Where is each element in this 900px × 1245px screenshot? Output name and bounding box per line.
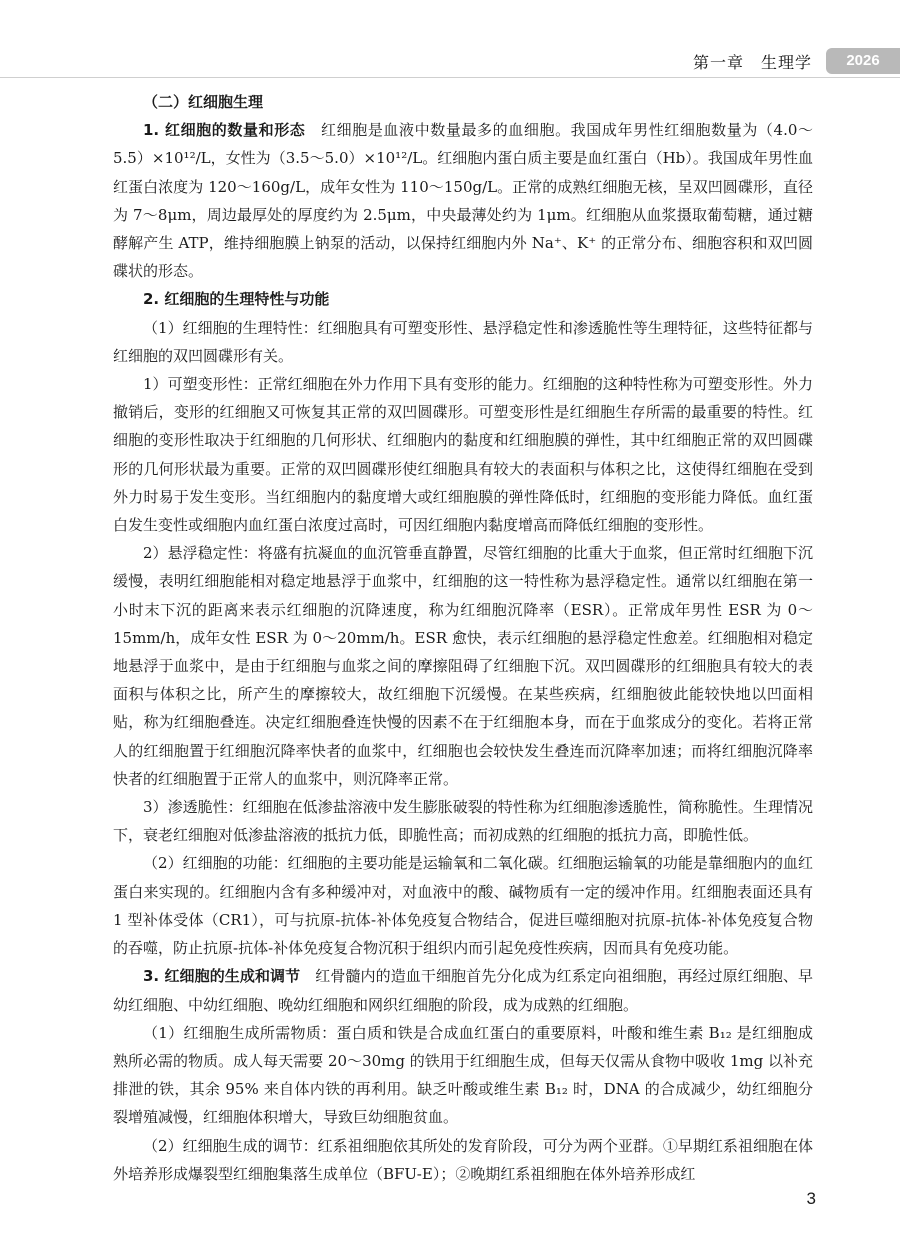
paragraph-4 xyxy=(113,370,813,539)
section-title xyxy=(113,88,813,116)
paragraph-2 xyxy=(113,285,813,313)
paragraph-6 xyxy=(113,793,813,849)
paragraph-heading: 1. 红细胞的数量和形态 xyxy=(143,121,306,140)
paragraph-10 xyxy=(113,1132,813,1188)
paragraph-text: （1）红细胞生成所需物质：蛋白质和铁是合成血红蛋白的重要原料，叶酸和维生素 B₁₂ 是红细胞成熟所必需的物质。成人每天需要 20～30mg 的铁用于红细胞生成，但每天仅需从食物中吸收 1mg 以补充排泄的铁，其余 95% 来自体内铁的再利用。缺乏叶酸或维生素 B₁₂ 时，DNA 的合成减少，幼红细胞分裂增殖减慢，红细胞体积增大，导致巨幼细胞贫血。 xyxy=(113,1023,813,1127)
page-header xyxy=(0,0,900,78)
paragraph-text: （1）红细胞的生理特性：红细胞具有可塑变形性、悬浮稳定性和渗透脆性等生理特征，这些特征都与红细胞的双凹圆碟形有关。 xyxy=(113,318,813,365)
paragraph-heading: 2. 红细胞的生理特性与功能 xyxy=(143,290,330,309)
paragraph-text: （2）红细胞生成的调节：红系祖细胞依其所处的发育阶段，可分为两个亚群。①早期红系祖细胞在体外培养形成爆裂型红细胞集落生成单位（BFU-E）；②晚期红系祖细胞在体外培养形成红 xyxy=(113,1136,813,1183)
paragraph-text: 红骨髓内的造血干细胞首先分化成为红系定向祖细胞，再经过原红细胞、早幼红细胞、中幼红细胞、晚幼红细胞和网织红细胞的阶段，成为成熟的红细胞。 xyxy=(113,967,813,1014)
chapter-title: 第一章 生理学 xyxy=(692,53,812,72)
header-divider xyxy=(0,77,900,78)
paragraph-heading: 3. 红细胞的生成和调节 xyxy=(143,967,301,986)
paragraph-text: 3）渗透脆性：红细胞在低渗盐溶液中发生膨胀破裂的特性称为红细胞渗透脆性，简称脆性。生理情况下，衰老红细胞对低渗盐溶液的抵抗力低，即脆性高；而初成熟的红细胞的抵抗力高，即脆性低。 xyxy=(113,798,813,845)
paragraph-text: 红细胞是血液中数量最多的血细胞。我国成年男性红细胞数量为（4.0～5.5）×10¹²/L，女性为（3.5～5.0）×10¹²/L。红细胞内蛋白质主要是血红蛋白（Hb）。我国成年男性血红蛋白浓度为 120～160g/L，成年女性为 110～150g/L。正常的成熟红细胞无核，呈双凹圆碟形，直径为 7～8μm，周边最厚处的厚度约为 2.5μm，中央最薄处约为 1μm。红细胞从血浆摄取葡萄糖，通过糖酵解产生 ATP，维持细胞膜上钠泵的活动，以保持红细胞内外 Na⁺、K⁺ 的正常分布、细胞容积和双凹圆碟状的形态。 xyxy=(113,121,814,281)
paragraph-7 xyxy=(113,849,813,962)
paragraph-text: （2）红细胞的功能：红细胞的主要功能是运输氧和二氧化碳。红细胞运输氧的功能是靠细胞内的血红蛋白来实现的。红细胞内含有多种缓冲对，对血液中的酸、碱物质有一定的缓冲作用。红细胞表面还具有 1 型补体受体（CR1），可与抗原-抗体-补体免疫复合物结合，促进巨噬细胞对抗原-抗体-补体免疫复合物的吞噬，防止抗原-抗体-补体免疫复合物沉积于组织内而引起免疫性疾病，因而具有免疫功能。 xyxy=(113,854,813,958)
section-title-text: （二）红细胞生理 xyxy=(143,93,264,111)
paragraph-9 xyxy=(113,1019,813,1132)
page-number: 3 xyxy=(806,1189,816,1208)
paragraph-1 xyxy=(113,116,813,285)
year-badge: 2026 xyxy=(826,48,900,74)
paragraph-8 xyxy=(113,962,813,1018)
paragraph-text: 1）可塑变形性：正常红细胞在外力作用下具有变形的能力。红细胞的这种特性称为可塑变形性。外力撤销后，变形的红细胞又可恢复其正常的双凹圆碟形。可塑变形性是红细胞生存所需的最重要的特性。红细胞的变形性取决于红细胞的几何形状、红细胞内的黏度和红细胞膜的弹性，其中红细胞正常的双凹圆碟形的几何形状最为重要。正常的双凹圆碟形使红细胞具有较大的表面积与体积之比，这使得红细胞在受到外力时易于发生变形。当红细胞内的黏度增大或红细胞膜的弹性降低时，红细胞的变形能力降低。血红蛋白发生变性或细胞内血红蛋白浓度过高时，可因红细胞内黏度增高而降低红细胞的变形性。 xyxy=(113,375,813,535)
paragraph-text: 2）悬浮稳定性：将盛有抗凝血的血沉管垂直静置，尽管红细胞的比重大于血浆，但正常时红细胞下沉缓慢，表明红细胞能相对稳定地悬浮于血浆中，红细胞的这一特性称为悬浮稳定性。通常以红细胞在第一小时末下沉的距离来表示红细胞的沉降速度，称为红细胞沉降率（ESR）。正常成年男性 ESR 为 0～15mm/h，成年女性 ESR 为 0～20mm/h。ESR 愈快，表示红细胞的悬浮稳定性愈差。红细胞相对稳定地悬浮于血浆中，是由于红细胞与血浆之间的摩擦阻碍了红细胞下沉。双凹圆碟形的红细胞具有较大的表面积与体积之比，所产生的摩擦较大，故红细胞下沉缓慢。在某些疾病，红细胞彼此能较快地以凹面相贴，称为红细胞叠连。决定红细胞叠连快慢的因素不在于红细胞本身，而在于血浆成分的变化。若将正常人的红细胞置于红细胞沉降率快者的血浆中，红细胞也会较快发生叠连而沉降率加速；而将红细胞沉降率快者的红细胞置于正常人的血浆中，则沉降率正常。 xyxy=(113,544,813,788)
paragraph-5 xyxy=(113,539,813,793)
paragraph-3 xyxy=(113,314,813,370)
document-body xyxy=(113,88,813,1188)
